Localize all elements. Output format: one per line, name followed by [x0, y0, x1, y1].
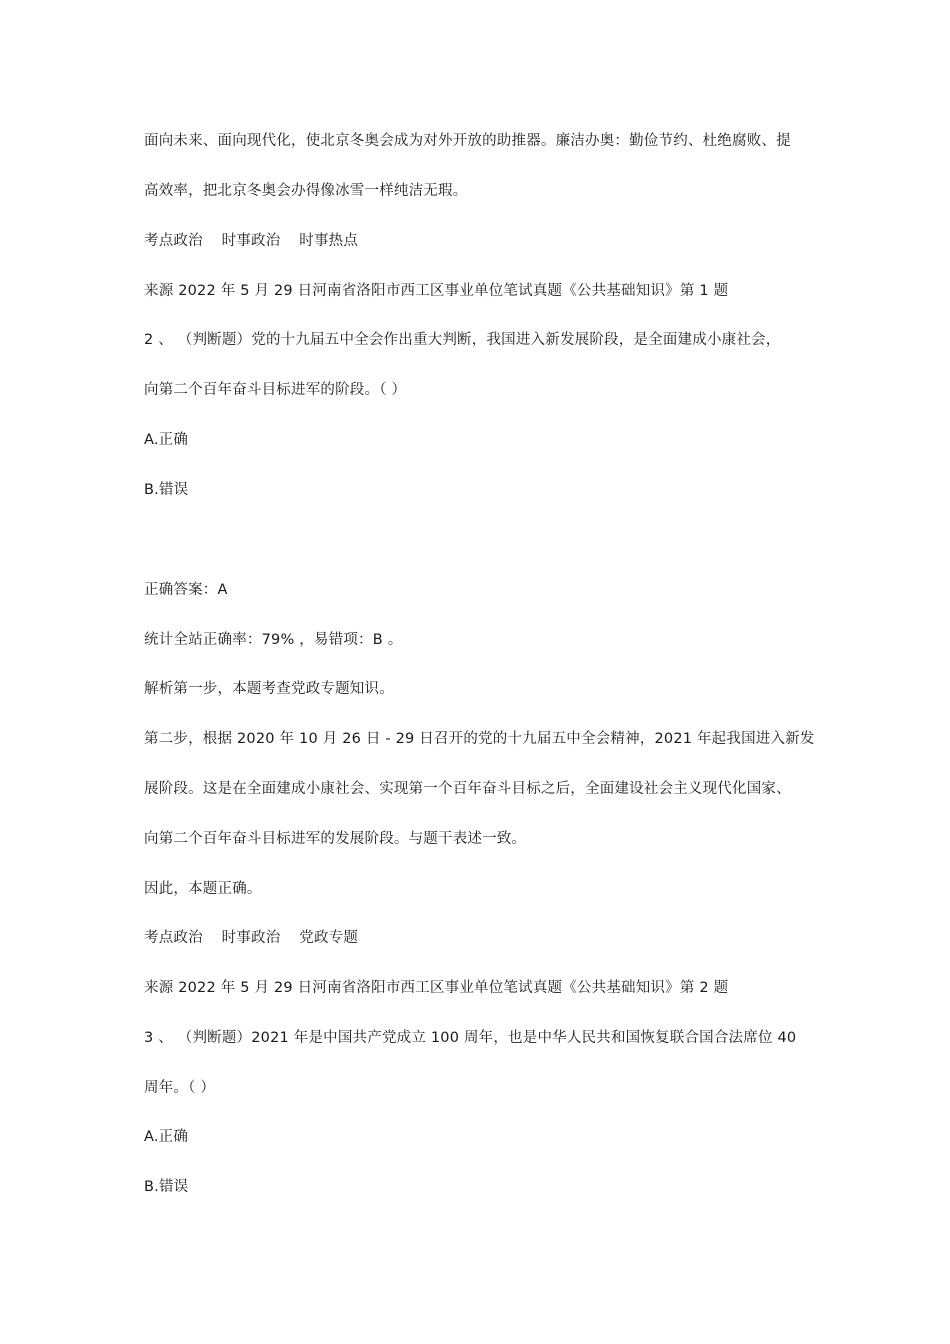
q2-option-b: B.错误: [144, 482, 189, 498]
q2-source: 来源 2022 年 5 月 29 日河南省洛阳市西工区事业单位笔试真题《公共基础知识》第 2 题: [144, 980, 729, 996]
q3-option-a: A.正确: [144, 1129, 189, 1145]
q1-analysis-line-2: 高效率，把北京冬奥会办得像冰雪一样纯洁无瑕。: [144, 183, 468, 199]
tag: 时事热点: [299, 233, 359, 249]
tag: 考点政治: [144, 930, 203, 946]
q2-stem-line-2: 向第二个百年奋斗目标进军的阶段。（ ）: [144, 382, 407, 398]
q2-option-a: A.正确: [144, 432, 189, 448]
tag: 考点政治: [144, 233, 203, 249]
q1-analysis-line-1: 面向未来、面向现代化，使北京冬奥会成为对外开放的助推器。廉洁办奥：勤俭节约、杜绝腐败、提: [144, 133, 791, 149]
q2-correct-answer: 正确答案：A: [144, 582, 228, 598]
q2-statistics: 统计全站正确率：79% ，易错项：B 。: [144, 632, 403, 648]
q2-tags: [144, 928, 358, 948]
q1-source: 来源 2022 年 5 月 29 日河南省洛阳市西工区事业单位笔试真题《公共基础知识》第 1 题: [144, 283, 729, 299]
tag: 党政专题: [299, 930, 359, 946]
tag: 时事政治: [221, 233, 281, 249]
q2-conclusion: 因此，本题正确。: [144, 881, 262, 897]
q2-analysis-step-1: 解析第一步，本题考查党政专题知识。: [144, 681, 394, 697]
tag: 时事政治: [221, 930, 281, 946]
q1-tags: [144, 231, 358, 251]
q3-stem-line-1: 3 、 （判断题）2021 年是中国共产党成立 100 周年，也是中华人民共和国恢复联合国合法席位 40: [144, 1030, 797, 1046]
q2-analysis-step-2-line-1: 第二步，根据 2020 年 10 月 26 日 - 29 日召开的党的十九届五中全会精神，2021 年起我国进入新发: [144, 731, 815, 747]
q3-stem-line-2: 周年。（ ）: [144, 1080, 216, 1096]
q2-analysis-step-2-line-2: 展阶段。这是在全面建成小康社会、实现第一个百年奋斗目标之后，全面建设社会主义现代化国家、: [144, 781, 791, 797]
q3-option-b: B.错误: [144, 1179, 189, 1195]
q2-stem-line-1: 2 、 （判断题）党的十九届五中全会作出重大判断，我国进入新发展阶段，是全面建成小康社会，: [144, 332, 781, 348]
q2-analysis-step-2-line-3: 向第二个百年奋斗目标进军的发展阶段。与题干表述一致。: [144, 831, 527, 847]
